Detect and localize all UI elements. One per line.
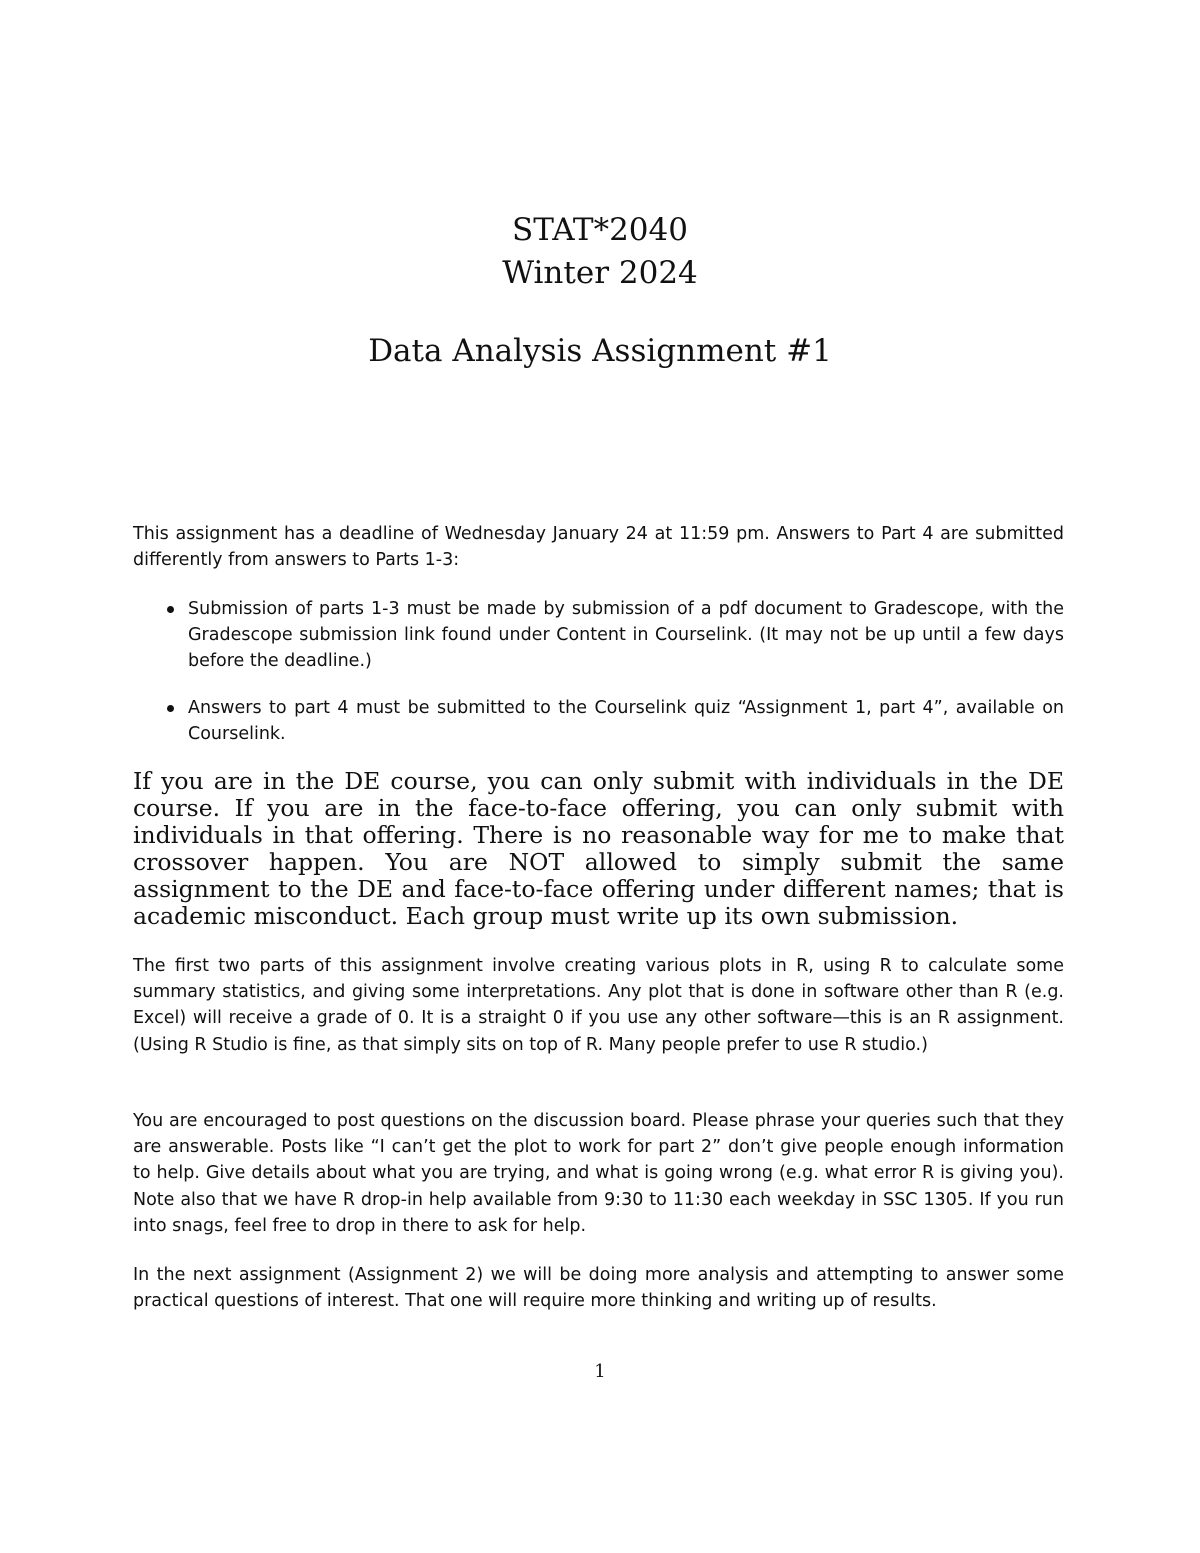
submission-list [133,596,1064,747]
course-code: STAT*2040 [512,212,688,248]
bullet-icon [167,606,174,613]
assignment-title: Data Analysis Assignment #1 [368,333,832,369]
list-item [133,596,1064,675]
bullet-icon [167,705,174,712]
intro-paragraph: This assignment has a deadline of Wednesday January 24 at 11:59 pm. Answers to Part 4 are submitted differently from answers to Parts 1-3: [133,524,1064,571]
discussion-paragraph: You are encouraged to post questions on the discussion board. Please phrase your queries such that they are answerable. Posts like “I can’t get the plot to work for part 2” don’t give people enough information to help. Give details about what you are trying, and what is going wrong (e.g. what error R is giving you). Note also that we have R drop-in help available from 9:30 to 11:30 each weekday in SSC 1305. If you run into snags, feel free to drop in there to ask for help. [133,1111,1064,1236]
next-assignment-paragraph: In the next assignment (Assignment 2) we will be doing more analysis and attempting to answer some practical questions of interest. That one will require more thinking and writing up of results. [133,1265,1064,1312]
term-label: Winter 2024 [502,255,698,291]
page-number: 1 [594,1361,606,1382]
list-item [133,695,1064,747]
software-paragraph: The first two parts of this assignment involve creating various plots in R, using R to calculate some summary statistics, and giving some interpretations. Any plot that is done in software other than R (e.g. Excel) will receive a grade of 0. It is a straight 0 if you use any other software—this is an R assignment. (Using R Studio is fine, as that simply sits on top of R. Many people prefer to use R studio.) [133,956,1064,1055]
group-policy-note: If you are in the DE course, you can only submit with individuals in the DE course. If you are in the face-to-face offering, you can only submit with individuals in that offering. There is no reasonable way for me to make that crossover happen. You are NOT allowed to simply submit the same assignment to the DE and face-to-face offering under different names; that is academic misconduct. Each group must write up its own submission. [133,767,1064,930]
list-item-text: Submission of parts 1-3 must be made by submission of a pdf document to Gradescope, with the Gradescope submission link found under Content in Courselink. (It may not be up until a few days before the deadline.) [188,599,1064,672]
list-item-text: Answers to part 4 must be submitted to the Courselink quiz “Assignment 1, part 4”, available on Courselink. [188,697,1064,744]
